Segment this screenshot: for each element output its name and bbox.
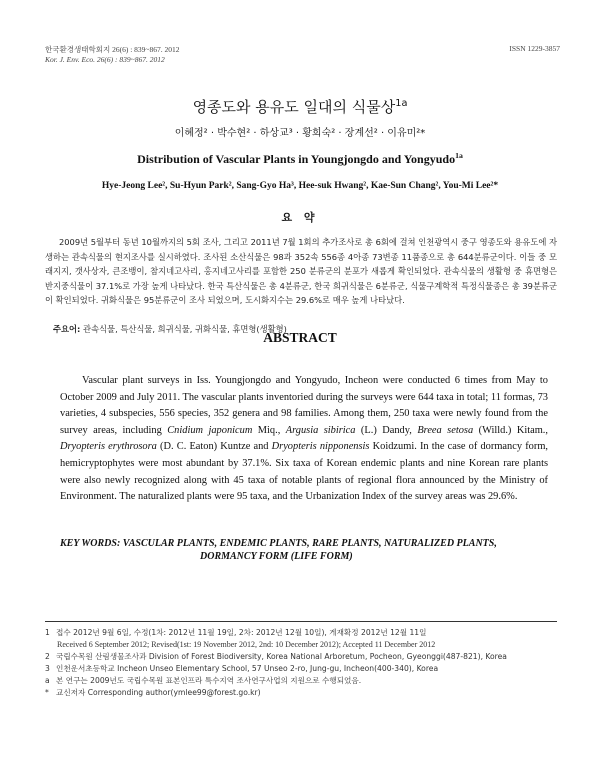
- abstract-text-2: Koidzumi. In the case of dormancy form, hemicryptophytes were most abundant by 37.1%. Six taxa of Korean endemic plants and nine Korean rare plants were also newly recognized along with 45 taxa of notable plants of regional flora announced by the Ministry of Environment. The naturalized plants were 95 taxa, and the Urbanization Index of the survey areas was 29.6%.: [60, 441, 548, 503]
- keywords-english-line2: DORMANCY FORM (LIFE FORM): [200, 551, 353, 562]
- journal-header-ko: 한국환경생태학회지 26(6) : 839~867. 2012: [45, 45, 180, 54]
- authors-korean: 이혜정² · 박수현² · 하상교³ · 황희숙² · 장계선² · 이유미²*: [174, 128, 426, 139]
- journal-header-en: Kor. J. Env. Eco. 26(6) : 839~867. 2012: [45, 55, 165, 64]
- footnote-mark: 2: [45, 652, 50, 661]
- abstract-text: Miq.,: [252, 424, 286, 436]
- keywords-korean-list: 관속식물, 특산식물, 희귀식물, 귀화식물, 휴면형(생활형): [83, 324, 287, 334]
- abstract-text: (D. C. Eaton) Kuntze and: [156, 441, 272, 453]
- footnote-mark: 1: [45, 628, 50, 637]
- title-english-text: Distribution of Vascular Plants in Youngjongdo and Yongyudo: [137, 152, 456, 166]
- abstract-text: (L.) Dandy,: [355, 424, 418, 436]
- title-korean-text: 영종도와 용유도 일대의 식물상: [192, 98, 396, 116]
- abstract-text: (Willd.) Kitam.,: [473, 424, 548, 436]
- summary-heading: 요 약: [281, 211, 319, 224]
- abstract-text-1: Vascular plant surveys in Iss. Youngjongdo and Yongyudo, Incheon were conducted 6 times from May to October 2009 and July 2011. The vascular plants inventoried during the surveys were 644 taxa in total; 11 formas, 73 varieties, 4 subspecies, 556 species, 352 genera and 98 families. Among them, 250 taxa were newly found from the survey areas, including: [60, 375, 548, 436]
- footnote: [45, 687, 565, 699]
- footnote: [45, 675, 565, 687]
- footnote-text: 본 연구는 2009년도 국립수목원 표본인프라 특수지역 조사연구사업의 지원으로 수행되었음.: [56, 676, 362, 685]
- footnote: [45, 651, 565, 663]
- title-korean-sup: 1a: [395, 98, 408, 109]
- footnote-text: 교신저자 Corresponding author(ymlee99@forest.go.kr): [56, 688, 261, 697]
- footnote-mark: a: [45, 676, 50, 685]
- abstract-heading: ABSTRACT: [263, 330, 337, 345]
- species-name: Dryopteris nipponensis: [271, 441, 370, 453]
- species-name: Dryopteris erythrosora: [60, 441, 157, 453]
- footnote-text: 접수 2012년 9월 6일, 수정(1차: 2012년 11월 19일, 2차: 2012년 12월 10일), 게재확정 2012년 12월 11일: [56, 628, 427, 637]
- keywords-korean-label: 주요어:: [53, 324, 81, 334]
- title-english: [0, 152, 600, 167]
- footnote-mark: *: [45, 688, 49, 697]
- issn: ISSN 1229-3857: [509, 44, 560, 53]
- footnote: [45, 639, 565, 651]
- footnote: [45, 627, 565, 639]
- species-name: Cnidium japonicum: [167, 424, 253, 436]
- keywords-english-line1: KEY WORDS: VASCULAR PLANTS, ENDEMIC PLANTS, RARE PLANTS, NATURALIZED PLANTS,: [60, 538, 497, 549]
- footnote-text: Received 6 September 2012; Revised(1st: 19 November 2012, 2nd: 10 December 2012); Accepted 11 December 2012: [57, 640, 436, 649]
- footnote-text: 국립수목원 산림생물조사과 Division of Forest Biodiversity, Korea National Arboretum, Pocheon, Gyeonggi(487-821), Korea: [56, 652, 507, 661]
- footnote-divider: [45, 621, 557, 622]
- species-name: Breea setosa: [417, 424, 474, 436]
- footnote-mark: 3: [45, 664, 50, 673]
- summary-body: 2009년 5월부터 동년 10월까지의 5회 조사, 그리고 2011년 7월 1회의 추가조사로 총 6회에 걸쳐 인천광역시 중구 영종도와 용유도에 자생하는 관속식물의 현지조사를 실시하였다. 조사된 소산식물은 98과 352속 556종 4아종 73변종 11품종으로 총 644분류군이다. 이들 중 모래지지, 갯사상자, 큰조뱅이, 참지네고사리, 홍지네고사리를 포함한 250 분류군의 분포가 새롭게 확인되었다. 관속식물의 생활형 중 휴면형은 반지중식물이 37.1%로 가장 높게 나타났다. 한국 특산식물은 총 4분류군, 한국 희귀식물은 6분류군, 식물구계학적 특정식물종은 총 39분류군이 확인되었다. 귀화식물은 95분류군이 조사 되었으며, 도시화지수는 29.6%로 매우 높게 나타났다.: [45, 237, 557, 306]
- title-korean: [0, 96, 600, 117]
- footnote: [45, 663, 565, 675]
- keywords-english: [60, 537, 548, 563]
- abstract-body: [60, 373, 548, 506]
- footnote-text: 인천운서초등학교 Incheon Unseo Elementary School, 57 Unseo 2-ro, Jung-gu, Incheon(400-340), Korea: [56, 664, 439, 673]
- title-english-sup: 1a: [455, 151, 463, 160]
- authors-english: Hye-Jeong Lee², Su-Hyun Park², Sang-Gyo Ha³, Hee-suk Hwang², Kae-Sun Chang², You-Mi Lee²*: [101, 181, 499, 191]
- species-name: Argusia sibirica: [285, 424, 356, 436]
